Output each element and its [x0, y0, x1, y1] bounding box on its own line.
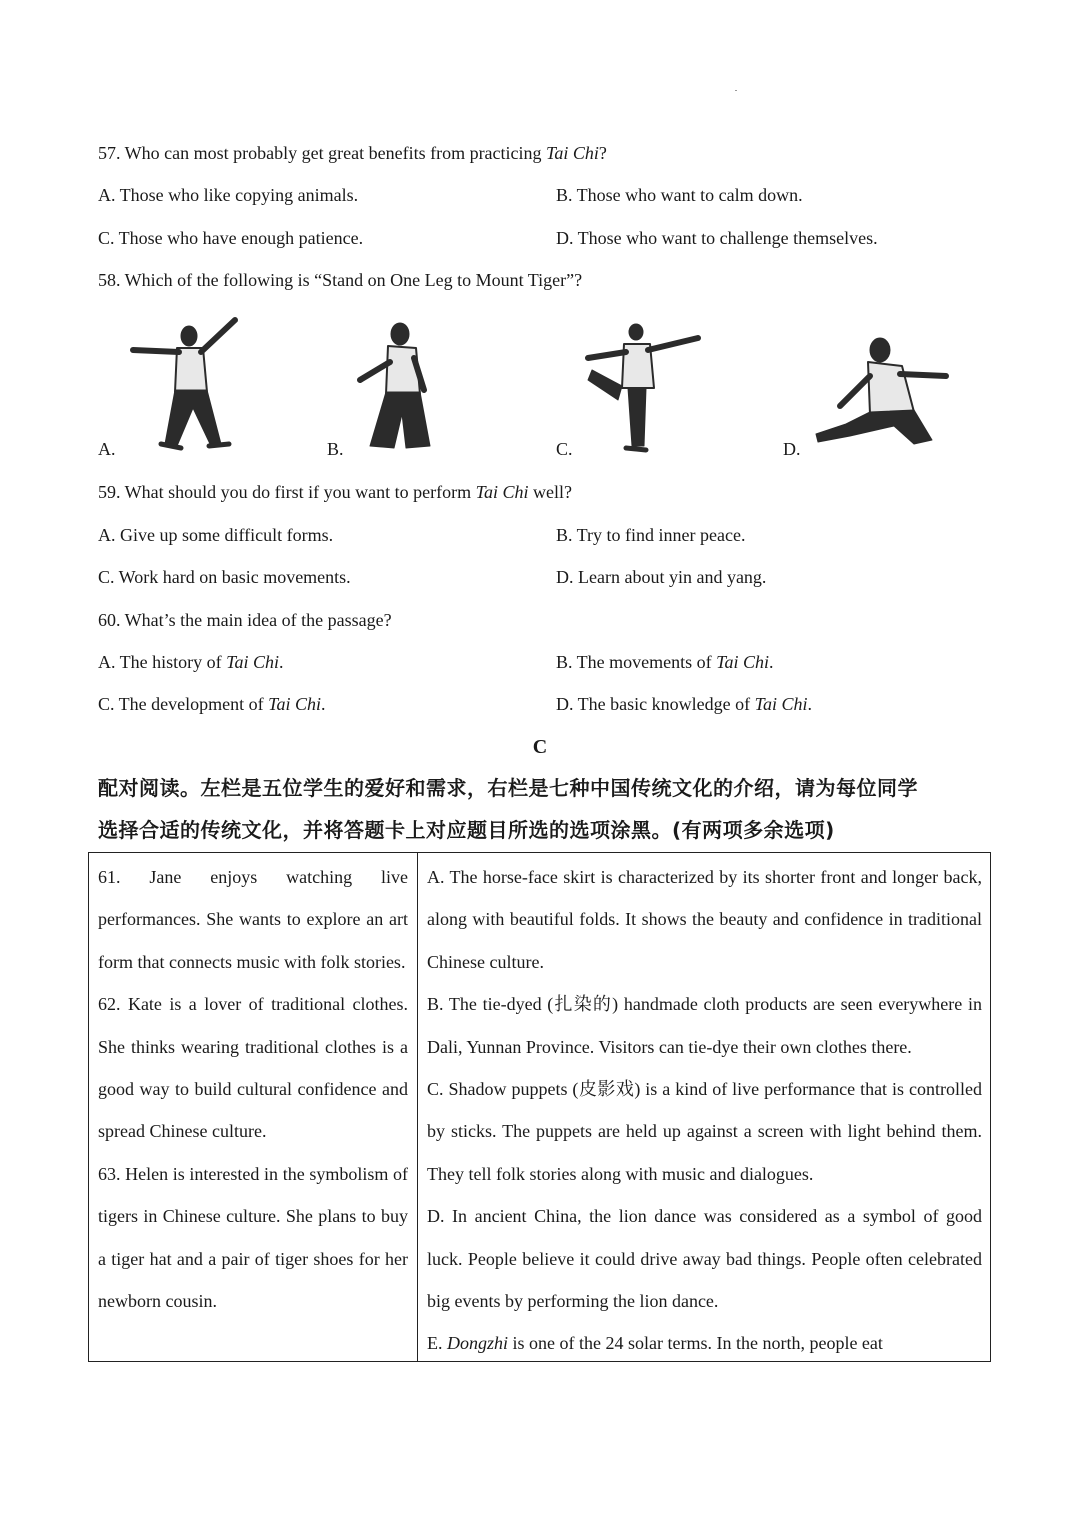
q57-option-d[interactable]: D. Those who want to challenge themselves. [556, 228, 878, 248]
taichi-figure-c [580, 322, 705, 454]
q58-label-d[interactable]: D. [783, 439, 801, 459]
q60-option-d[interactable]: D. The basic knowledge of Tai Chi. [556, 694, 812, 714]
q60-option-b[interactable]: B. The movements of Tai Chi. [556, 652, 774, 672]
section-heading: C [532, 736, 548, 758]
q57-option-a[interactable]: A. Those who like copying animals. [98, 185, 359, 205]
instruction-line-2: 选择合适的传统文化，并将答题卡上对应题目所选的选项涂黑。(有两项多余选项) [98, 818, 835, 842]
q57-option-c[interactable]: C. Those who have enough patience. [98, 228, 364, 248]
q58-stem: 58. Which of the following is “Stand on One Leg to Mount Tiger”? [98, 270, 583, 290]
taichi-figure-d [810, 336, 952, 452]
option-d: D. In ancient China, the lion dance was considered as a symbol of good luck. People believe it could drive away bad things. People often celebrated big events by performing the lion dance. [427, 1206, 982, 1312]
option-b: B. The tie-dyed (扎染的) handmade cloth products are seen everywhere in Dali, Yunnan Province. Visitors can tie-dye their own clothes there. [427, 994, 982, 1057]
item-61: 61. Jane enjoys watching live performances. She wants to explore an art form that connects music with folk stories. [98, 867, 408, 972]
option-e: E. Dongzhi is one of the 24 solar terms. In the north, people eat [427, 1333, 883, 1354]
q58-label-a[interactable]: A. [98, 439, 116, 459]
scan-dot [735, 90, 737, 91]
column-divider [417, 853, 418, 1361]
q59-option-c[interactable]: C. Work hard on basic movements. [98, 567, 351, 587]
q59-option-d[interactable]: D. Learn about yin and yang. [556, 567, 767, 587]
q60-stem: 60. What’s the main idea of the passage? [98, 610, 392, 630]
item-63: 63. Helen is interested in the symbolism of tigers in Chinese culture. She plans to buy a tiger hat and a pair of tiger shoes for her newborn cousin. [98, 1163, 408, 1312]
matching-table [88, 852, 991, 1362]
q57-option-b[interactable]: B. Those who want to calm down. [556, 185, 803, 205]
q59-option-b[interactable]: B. Try to find inner peace. [556, 525, 746, 545]
q59-option-a[interactable]: A. Give up some difficult forms. [98, 525, 334, 545]
q60-option-c[interactable]: C. The development of Tai Chi. [98, 694, 326, 714]
q58-label-c[interactable]: C. [556, 439, 573, 459]
q57-stem: 57. Who can most probably get great benefits from practicing Tai Chi? [98, 143, 607, 163]
q60-option-a[interactable]: A. The history of Tai Chi. [98, 652, 284, 672]
q59-stem: 59. What should you do first if you want to perform Tai Chi well? [98, 482, 572, 502]
q58-label-b[interactable]: B. [327, 439, 344, 459]
option-c: C. Shadow puppets (皮影戏) is a kind of live performance that is controlled by sticks. The puppets are held up against a screen with light behind them. They tell folk stories along with music and dialogues. [427, 1079, 982, 1184]
culture-column [427, 856, 982, 1362]
taichi-figure-b [350, 318, 435, 454]
taichi-figure-a [125, 312, 250, 454]
instruction-line-1: 配对阅读。左栏是五位学生的爱好和需求，右栏是七种中国传统文化的介绍，请为每位同学 [98, 776, 918, 800]
item-62: 62. Kate is a lover of traditional clothes. She thinks wearing traditional clothes is a good way to build cultural confidence and spread Chinese culture. [98, 994, 408, 1142]
option-a: A. The horse-face skirt is characterized by its shorter front and longer back, along with beautiful folds. It shows the beauty and confidence in traditional Chinese culture. [427, 867, 982, 972]
student-column [98, 856, 408, 1322]
